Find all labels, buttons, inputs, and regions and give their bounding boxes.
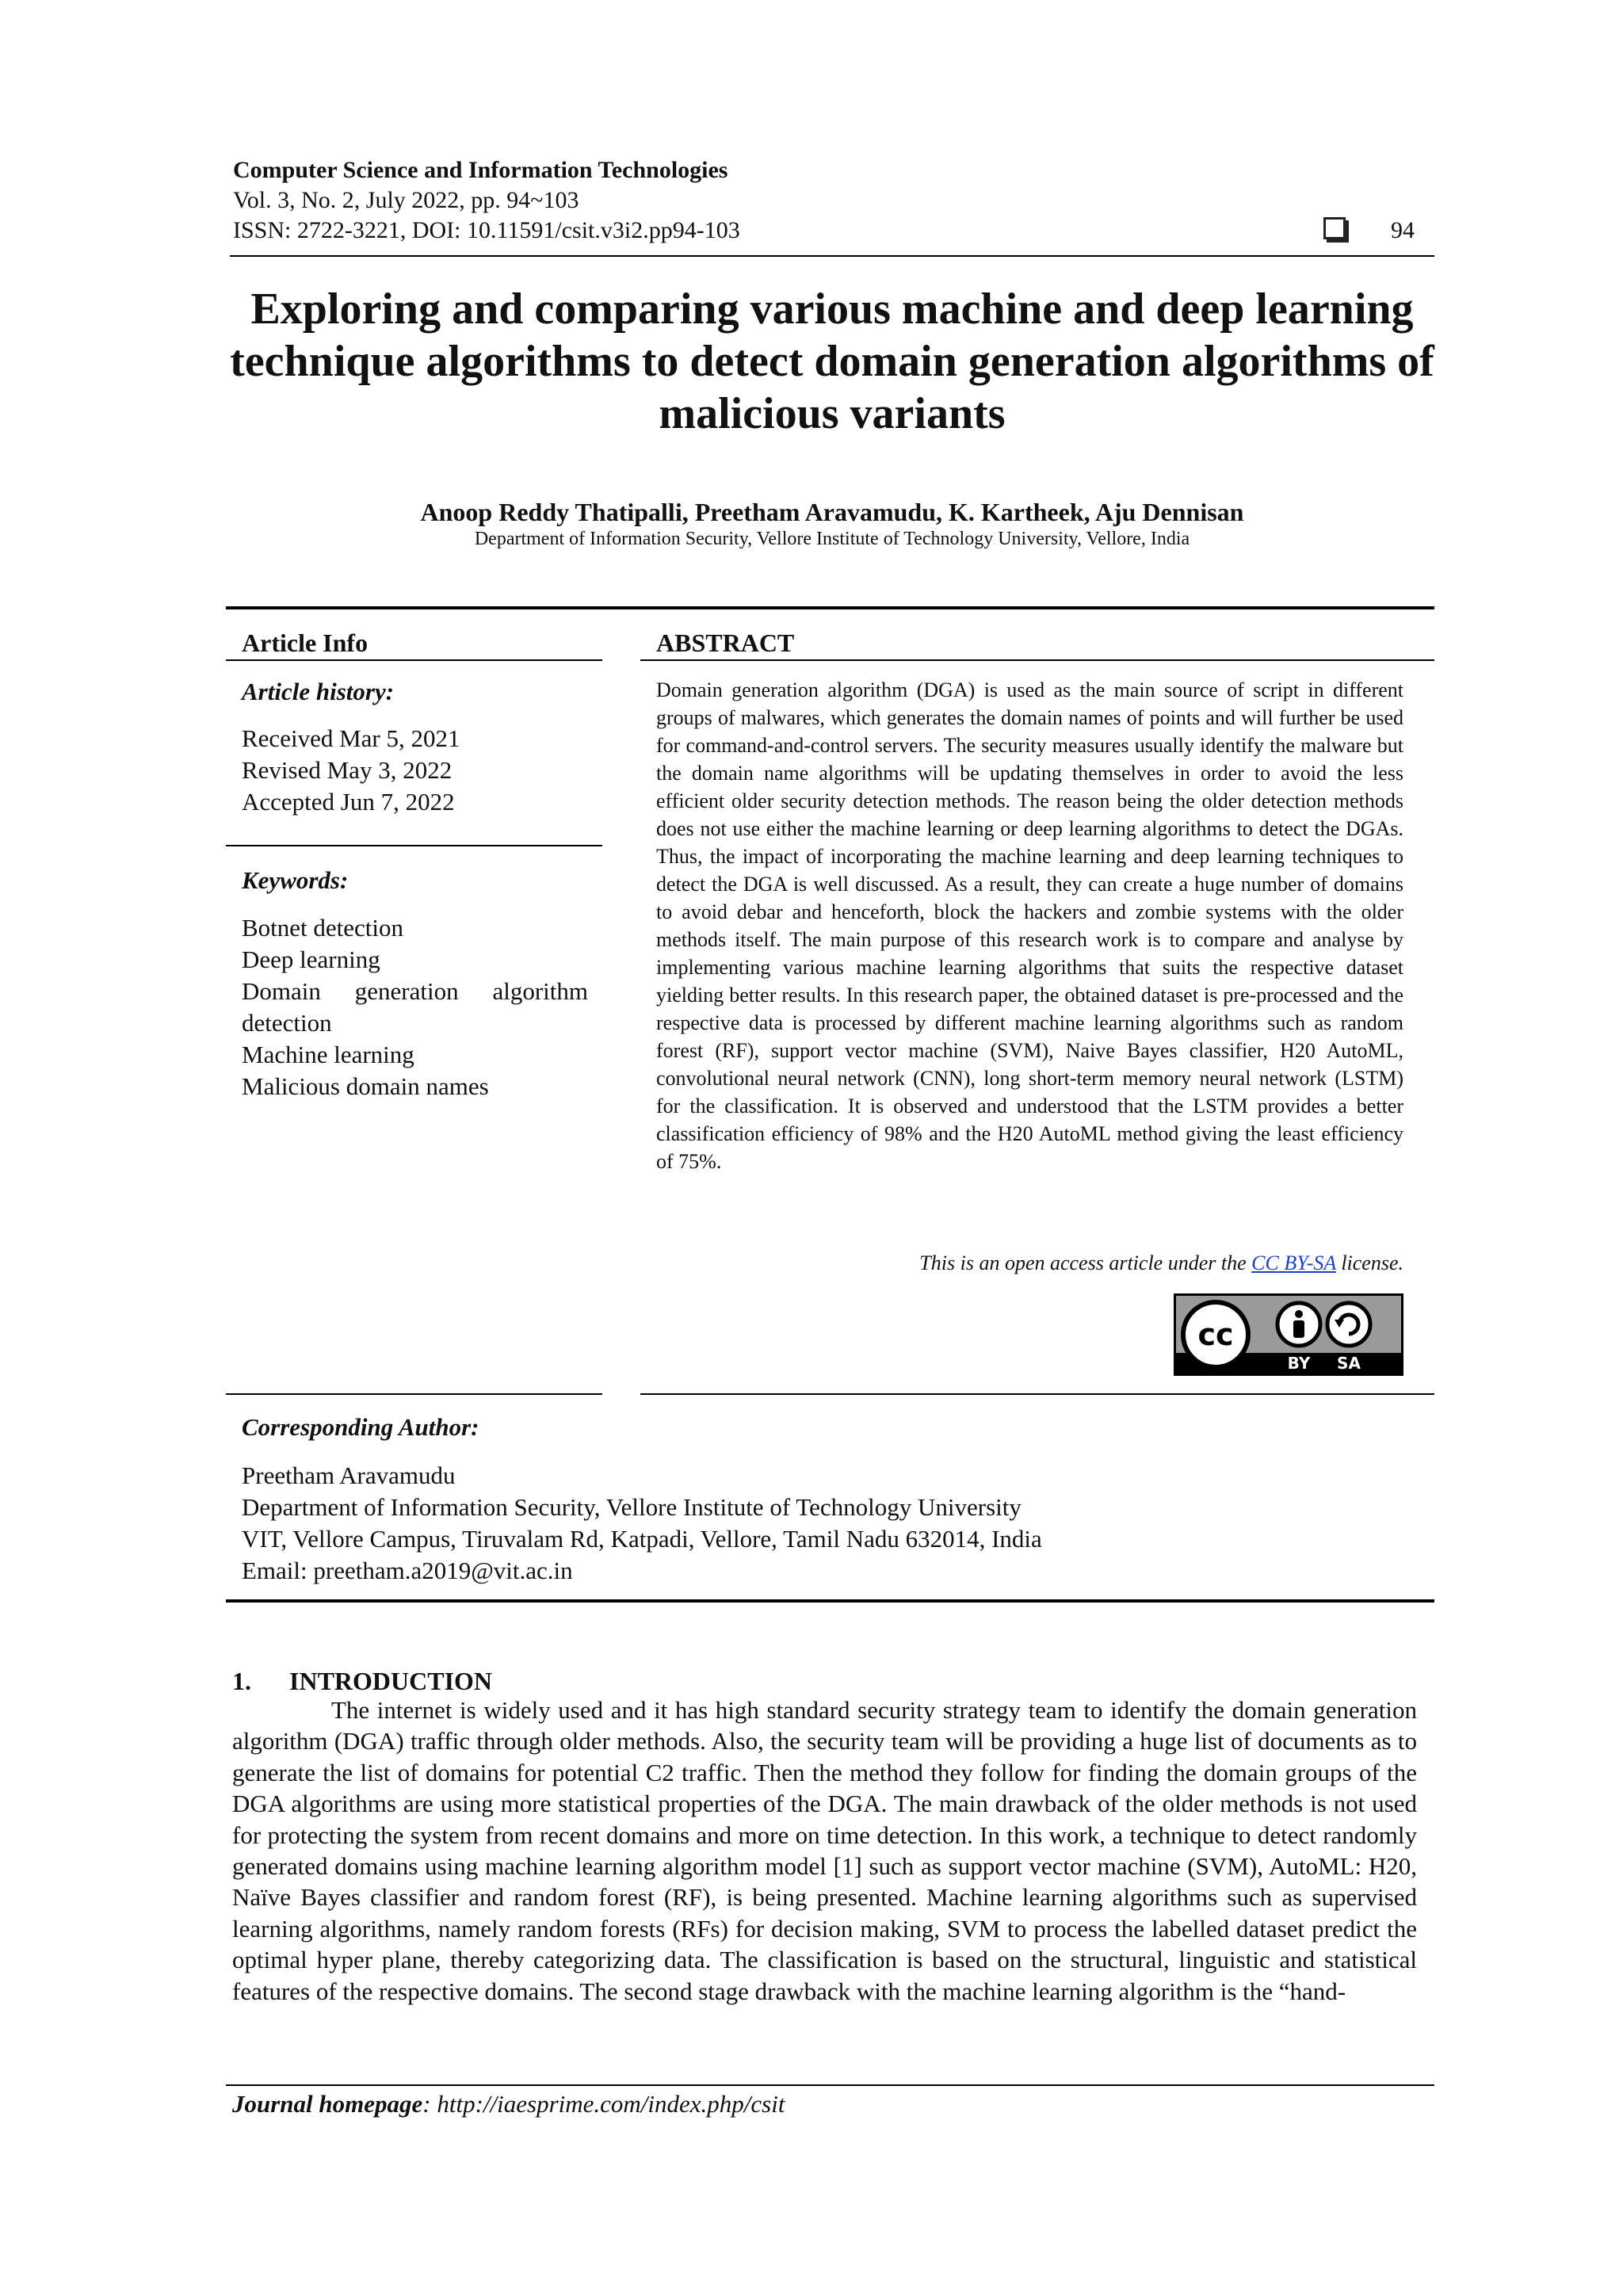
history-revised: Revised May 3, 2022 (242, 756, 453, 784)
keyword-item: Machine learning (242, 1041, 414, 1068)
article-info-rule (226, 659, 602, 661)
paper-authors: Anoop Reddy Thatipalli, Preetham Aravamudu, K. Kartheek, Aju Dennisan (420, 498, 1244, 526)
info-bottom-rule-left (226, 1393, 602, 1395)
keyword-item: Deep learning (242, 946, 380, 973)
abstract-rule (640, 659, 1434, 661)
corresponding-dept: Department of Information Security, Vellore Institute of Technology University (242, 1493, 1022, 1521)
page-number: 94 (1391, 217, 1415, 243)
history-received: Received Mar 5, 2021 (242, 724, 460, 752)
keywords-heading: Keywords: (242, 866, 349, 894)
header-divider (230, 255, 1434, 257)
page-box-icon (1323, 217, 1346, 239)
footer-rule (226, 2084, 1434, 2086)
journal-name: Computer Science and Information Technologies (233, 157, 728, 183)
info-bottom-rule-right (640, 1393, 1434, 1395)
journal-volume: Vol. 3, No. 2, July 2022, pp. 94~103 (233, 187, 579, 213)
keyword-item: Domain generation algorithm detection (242, 977, 588, 1037)
paper-title: Exploring and comparing various machine and deep learning technique algorithms to detect domain generation algorithms of malicious variants (230, 285, 1434, 438)
article-info-heading: Article Info (242, 628, 369, 657)
corresponding-heading: Corresponding Author: (242, 1413, 479, 1441)
intro-paragraph: The internet is widely used and it has high standard security strategy team to identify the domain generation algorithm (DGA) traffic through older methods. Also, the security team will be providing a huge list of documents as to generate the list of domains for potential C2 traffic. Then the method they follow for finding the domain groups of the DGA algorithms are using more statistical properties of the DGA. The main drawback of the older methods is not used for protecting the system from recent domains and more on time detection. In this work, a technique to detect randomly generated domains using machine learning algorithm model [1] such as support vector machine (SVM), AutoML: H20, Naïve Bayes classifier and random forest (RF), is being presented. Machine learning algorithms such as supervised learning algorithms, namely random forests (RFs) for decision making, SVM to process the labelled dataset predict the optimal hyper plane, thereby categorizing data. The classification is based on the structural, linguistic and statistical features of the respective domains. The second stage drawback with the machine learning algorithm is the “hand- (232, 1696, 1417, 2005)
history-accepted: Accepted Jun 7, 2022 (242, 788, 455, 816)
history-heading: Article history: (242, 678, 395, 705)
corresponding-rule (226, 1599, 1434, 1603)
footer-url[interactable]: : http://iaesprime.com/index.php/csit (422, 2090, 785, 2118)
badge-by: BY (1287, 1354, 1311, 1373)
keywords-list (242, 912, 588, 1102)
intro-number: 1. (232, 1667, 251, 1695)
footer-label: Journal homepage (232, 2090, 423, 2118)
corresponding-address: VIT, Vellore Campus, Tiruvalam Rd, Katpadi, Vellore, Tamil Nadu 632014, India (242, 1525, 1042, 1553)
license-prefix: This is an open access article under the (919, 1251, 1252, 1274)
cc-by-sa-badge-icon (1174, 1293, 1403, 1376)
badge-sa: SA (1337, 1354, 1361, 1373)
abstract-heading: ABSTRACT (656, 628, 795, 657)
journal-header (233, 155, 1422, 246)
license-line (656, 1251, 1403, 1276)
info-top-rule (226, 606, 1434, 609)
journal-issn: ISSN: 2722-3221, DOI: 10.11591/csit.v3i2.pp94-103 (233, 217, 740, 243)
keywords-rule (226, 845, 602, 846)
corresponding-email: Email: preetham.a2019@vit.ac.in (242, 1557, 573, 1584)
journal-homepage (232, 2089, 785, 2119)
keyword-item: Botnet detection (242, 914, 404, 942)
paper-affiliation: Department of Information Security, Vellore Institute of Technology University, Vellore, India (474, 529, 1190, 549)
keyword-item: Malicious domain names (242, 1072, 489, 1100)
cc-by-sa-link[interactable]: CC BY-SA (1251, 1251, 1336, 1274)
intro-heading: INTRODUCTION (289, 1667, 493, 1695)
corresponding-block (242, 1460, 1415, 1587)
license-suffix: license. (1335, 1251, 1403, 1274)
cc-mark: cc (1197, 1317, 1234, 1352)
abstract-text: Domain generation algorithm (DGA) is used as the main source of script in different groups of malwares, which generates the domain names of points and will further be used for command-and-control servers. The security measures usually identify the malware but the domain name algorithms will be updating themselves in order to avoid the less efficient older security detection methods. The reason being the older detection methods does not use either the machine learning or deep learning algorithms to detect the DGAs. Thus, the impact of incorporating the machine learning and deep learning techniques to detect the DGA is well discussed. As a result, they can create a huge number of domains to avoid debar and henceforth, block the hackers and zombie systems with the older methods itself. The main purpose of this research work is to compare and analyse by implementing various machine learning algorithms that suits the respective dataset yielding better results. In this research paper, the obtained dataset is pre-processed and the respective data is processed by different machine learning algorithms such as random forest (RF), support vector machine (SVM), Naive Bayes classifier, H20 AutoML, convolutional neural network (CNN), long short-term memory neural network (LSTM) for the classification. It is observed and understood that the LSTM provides a better classification efficiency of 98% and the H20 AutoML method giving the least efficiency of 75%. (656, 678, 1403, 1173)
corresponding-name: Preetham Aravamudu (242, 1461, 456, 1489)
